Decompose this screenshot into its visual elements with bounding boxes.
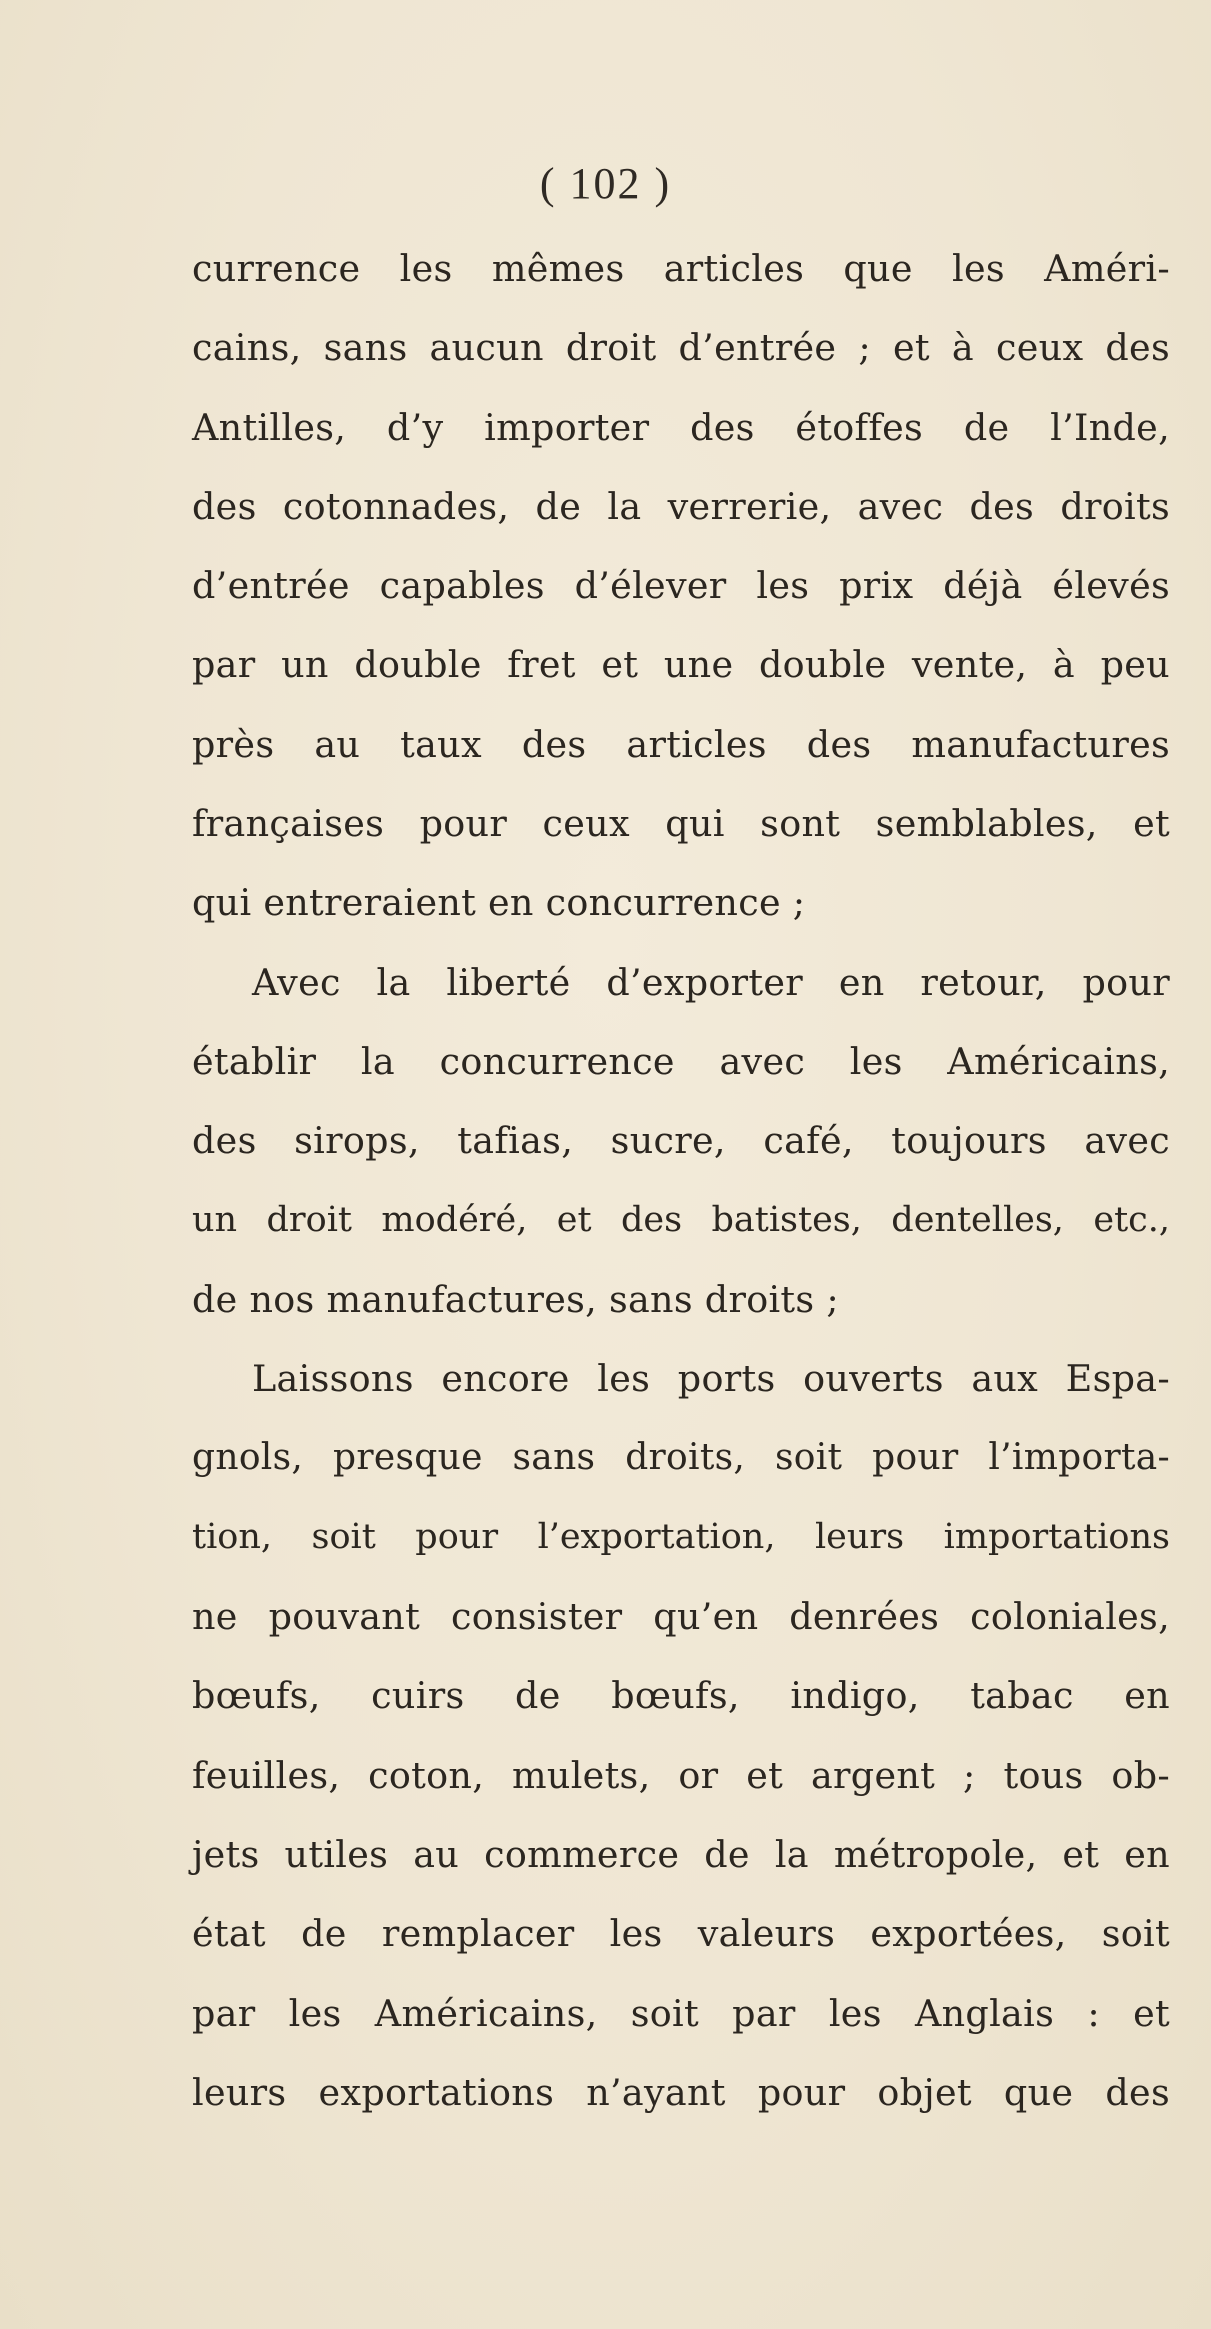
text-line: tion, soit pour l’exportation, leurs importations bbox=[192, 1516, 1170, 1557]
text-line: bœufs, cuirs de bœufs, indigo, tabac en bbox=[192, 1674, 1170, 1718]
paragraph-first-line: Laissons encore les ports ouverts aux Espa- bbox=[252, 1357, 1170, 1401]
text-line: près au taux des articles des manufactures bbox=[192, 722, 1170, 766]
paragraph-first-line: Avec la liberté d’exporter en retour, pour bbox=[252, 960, 1170, 1004]
text-line: leurs exportations n’ayant pour objet que des bbox=[192, 2070, 1170, 2114]
text-line: des cotonnades, de la verrerie, avec des droits bbox=[192, 484, 1170, 528]
body-text bbox=[192, 229, 1170, 2132]
text-line: établir la concurrence avec les Américains, bbox=[192, 1039, 1170, 1083]
text-line: de nos manufactures, sans droits ; bbox=[192, 1277, 839, 1321]
text-line: cains, sans aucun droit d’entrée ; et à ceux des bbox=[192, 326, 1170, 370]
text-line: par les Américains, soit par les Anglais : et bbox=[192, 1991, 1170, 2035]
text-line: des sirops, tafias, sucre, café, toujours avec bbox=[192, 1119, 1170, 1163]
text-line: jets utiles au commerce de la métropole, et en bbox=[192, 1832, 1170, 1876]
text-line: d’entrée capables d’élever les prix déjà élevés bbox=[192, 564, 1170, 608]
text-line: feuilles, coton, mulets, or et argent ; tous ob- bbox=[192, 1753, 1170, 1797]
text-line: gnols, presque sans droits, soit pour l’importa- bbox=[192, 1437, 1170, 1479]
text-line: currence les mêmes articles que les Améri- bbox=[192, 247, 1170, 290]
text-line: françaises pour ceux qui sont semblables, et bbox=[192, 802, 1170, 846]
text-line: état de remplacer les valeurs exportées, soit bbox=[192, 1912, 1170, 1956]
text-line: ne pouvant consister qu’en denrées coloniales, bbox=[192, 1595, 1170, 1639]
page-number: ( 102 ) bbox=[539, 159, 672, 208]
text-line: par un double fret et une double vente, à peu bbox=[192, 643, 1170, 687]
text-line: qui entreraient en concurrence ; bbox=[192, 881, 806, 925]
text-line: Antilles, d’y importer des étoffes de l’Inde, bbox=[192, 405, 1170, 449]
text-line: un droit modéré, et des batistes, dentelles, etc., bbox=[192, 1199, 1170, 1240]
